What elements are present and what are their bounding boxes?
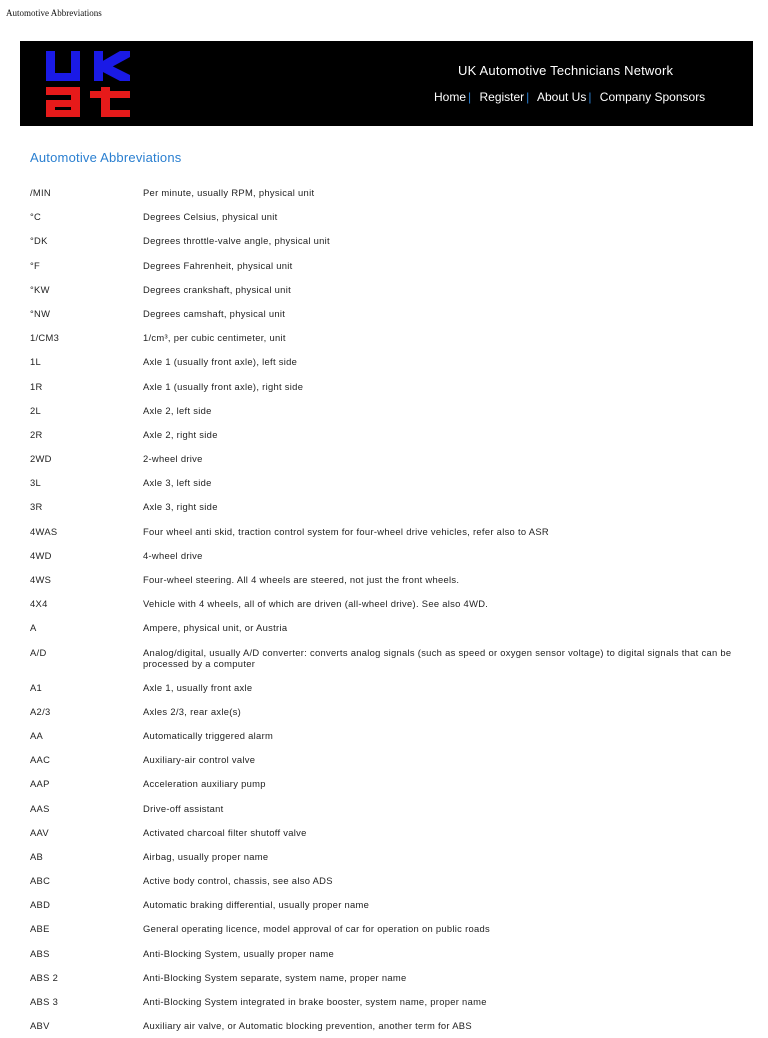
abbreviation-term: AAP bbox=[30, 778, 50, 790]
abbreviation-definition: Axles 2/3, rear axle(s) bbox=[143, 705, 242, 717]
abbreviation-definition: Axle 1, usually front axle bbox=[143, 681, 253, 693]
page-label: Automotive Abbreviations bbox=[6, 8, 102, 18]
abbreviation-definition: Four wheel anti skid, traction control system for four-wheel drive vehicles, refer also to ASR bbox=[143, 525, 549, 537]
abbreviation-term: 2L bbox=[30, 404, 42, 416]
abbreviation-term: A bbox=[30, 622, 37, 634]
abbreviation-term: °KW bbox=[30, 283, 50, 295]
list-item bbox=[30, 893, 742, 917]
abbreviation-definition: Per minute, usually RPM, physical unit bbox=[143, 187, 315, 198]
list-item bbox=[30, 966, 742, 990]
list-item bbox=[30, 278, 742, 302]
nav-link-company-sponsors[interactable]: Company Sponsors bbox=[599, 90, 706, 104]
abbreviation-term: AA bbox=[30, 729, 44, 741]
site-logo[interactable] bbox=[46, 51, 132, 117]
list-item bbox=[30, 568, 742, 592]
abbreviation-term: 1/CM3 bbox=[30, 332, 60, 344]
site-name: UK Automotive Technicians Network bbox=[458, 63, 674, 78]
abbreviation-definition: Degrees camshaft, physical unit bbox=[143, 307, 286, 319]
list-item bbox=[30, 869, 742, 893]
abbreviation-definition: Auxiliary air valve, or Automatic blocking prevention, another term for ABS bbox=[143, 1020, 472, 1032]
list-item bbox=[30, 748, 742, 772]
list-item bbox=[30, 544, 742, 568]
abbreviation-list bbox=[30, 181, 742, 1038]
list-item bbox=[30, 229, 742, 253]
abbreviation-definition: Axle 3, left side bbox=[143, 477, 212, 489]
list-item bbox=[30, 205, 742, 229]
list-item bbox=[30, 942, 742, 966]
abbreviation-definition: Acceleration auxiliary pump bbox=[143, 778, 266, 790]
abbreviation-definition: Axle 1 (usually front axle), right side bbox=[143, 380, 304, 392]
abbreviation-definition: Drive-off assistant bbox=[143, 802, 224, 814]
list-item bbox=[30, 375, 742, 399]
abbreviation-term: 3L bbox=[30, 477, 42, 489]
abbreviation-term: ABV bbox=[30, 1020, 50, 1032]
abbreviation-term: 4WD bbox=[30, 549, 52, 561]
abbreviation-term: A/D bbox=[30, 646, 47, 658]
list-item bbox=[30, 471, 742, 495]
abbreviation-definition: Ampere, physical unit, or Austria bbox=[143, 622, 288, 634]
abbreviation-definition: Anti-Blocking System separate, system name, proper name bbox=[143, 971, 407, 983]
abbreviation-term: 4WS bbox=[30, 574, 52, 585]
list-item bbox=[30, 399, 742, 423]
abbreviation-term: AAS bbox=[30, 802, 50, 814]
abbreviation-term: ABS 3 bbox=[30, 996, 59, 1007]
abbreviation-term: 2R bbox=[30, 428, 43, 440]
main-nav bbox=[434, 90, 705, 104]
abbreviation-term: AB bbox=[30, 850, 44, 862]
abbreviation-definition: Airbag, usually proper name bbox=[143, 850, 269, 862]
abbreviation-term: AAC bbox=[30, 754, 51, 766]
list-item bbox=[30, 676, 742, 700]
page-heading: Automotive Abbreviations bbox=[30, 150, 182, 165]
abbreviation-term: ABE bbox=[30, 923, 50, 935]
abbreviation-definition: Automatically triggered alarm bbox=[143, 729, 274, 741]
list-item bbox=[30, 616, 742, 640]
nav-link-home[interactable]: Home bbox=[434, 90, 467, 104]
abbreviation-definition: 1/cm³, per cubic centimeter, unit bbox=[143, 332, 286, 344]
list-item bbox=[30, 772, 742, 796]
abbreviation-term: °DK bbox=[30, 235, 48, 247]
abbreviation-term: A1 bbox=[30, 681, 43, 693]
abbreviation-term: 1R bbox=[30, 380, 43, 392]
list-item bbox=[30, 423, 742, 447]
abbreviation-definition: Active body control, chassis, see also ADS bbox=[143, 875, 333, 887]
abbreviation-term: °F bbox=[30, 259, 41, 271]
list-item bbox=[30, 1014, 742, 1038]
abbreviation-term: 1L bbox=[30, 356, 42, 368]
site-header bbox=[20, 41, 753, 126]
abbreviation-term: 3R bbox=[30, 501, 43, 513]
abbreviation-definition: Degrees Fahrenheit, physical unit bbox=[143, 259, 293, 271]
abbreviation-term: ABC bbox=[30, 875, 51, 887]
list-item bbox=[30, 917, 742, 941]
abbreviation-definition: Axle 2, right side bbox=[143, 428, 218, 440]
list-item bbox=[30, 845, 742, 869]
abbreviation-term: °NW bbox=[30, 307, 51, 319]
list-item bbox=[30, 254, 742, 278]
abbreviation-definition: Axle 3, right side bbox=[143, 501, 218, 513]
abbreviation-definition: Analog/digital, usually A/D converter: converts analog signals (such as speed or oxygen sensor voltage) to digital signals that can be processed by a computer bbox=[143, 646, 732, 669]
abbreviation-term: 4X4 bbox=[30, 598, 48, 610]
abbreviation-definition: 2-wheel drive bbox=[143, 453, 203, 465]
list-item bbox=[30, 181, 742, 205]
abbreviation-definition: Axle 2, left side bbox=[143, 404, 212, 416]
abbreviation-definition: 4-wheel drive bbox=[143, 549, 203, 561]
list-item bbox=[30, 302, 742, 326]
abbreviation-term: AAV bbox=[30, 826, 49, 838]
abbreviation-definition: Axle 1 (usually front axle), left side bbox=[143, 356, 298, 368]
list-item bbox=[30, 724, 742, 748]
nav-separator: | bbox=[588, 90, 592, 104]
abbreviation-definition: Auxiliary-air control valve bbox=[143, 754, 256, 766]
abbreviation-term: ABS bbox=[30, 947, 50, 959]
list-item bbox=[30, 326, 742, 350]
list-item bbox=[30, 990, 742, 1014]
abbreviation-definition: Degrees crankshaft, physical unit bbox=[143, 283, 291, 295]
abbreviation-definition: Activated charcoal filter shutoff valve bbox=[143, 826, 307, 838]
abbreviation-term: ABD bbox=[30, 899, 51, 911]
abbreviation-term: /MIN bbox=[30, 187, 51, 198]
list-item bbox=[30, 520, 742, 544]
abbreviation-definition: Vehicle with 4 wheels, all of which are driven (all-wheel drive). See also 4WD. bbox=[143, 598, 489, 610]
list-item bbox=[30, 592, 742, 616]
abbreviation-definition: General operating licence, model approval of car for operation on public roads bbox=[143, 923, 491, 935]
list-item bbox=[30, 821, 742, 845]
abbreviation-term: A2/3 bbox=[30, 705, 51, 717]
abbreviation-definition: Degrees throttle-valve angle, physical unit bbox=[143, 235, 330, 247]
abbreviation-definition: Degrees Celsius, physical unit bbox=[143, 211, 278, 223]
abbreviation-definition: Anti-Blocking System, usually proper name bbox=[143, 947, 335, 959]
abbreviation-definition: Four-wheel steering. All 4 wheels are steered, not just the front wheels. bbox=[143, 574, 460, 585]
nav-link-about-us[interactable]: About Us bbox=[536, 90, 587, 104]
abbreviation-term: ABS 2 bbox=[30, 971, 59, 983]
abbreviation-definition: Anti-Blocking System integrated in brake booster, system name, proper name bbox=[143, 996, 487, 1007]
abbreviation-term: °C bbox=[30, 211, 42, 223]
list-item bbox=[30, 447, 742, 471]
list-item bbox=[30, 797, 742, 821]
list-item bbox=[30, 350, 742, 374]
abbreviation-term: 4WAS bbox=[30, 525, 58, 537]
nav-separator: | bbox=[526, 90, 530, 104]
list-item bbox=[30, 700, 742, 724]
list-item bbox=[30, 495, 742, 519]
abbreviation-term: 2WD bbox=[30, 453, 52, 465]
nav-separator: | bbox=[468, 90, 472, 104]
abbreviation-definition: Automatic braking differential, usually proper name bbox=[143, 899, 370, 911]
nav-link-register[interactable]: Register bbox=[479, 90, 525, 104]
list-item bbox=[30, 641, 742, 676]
